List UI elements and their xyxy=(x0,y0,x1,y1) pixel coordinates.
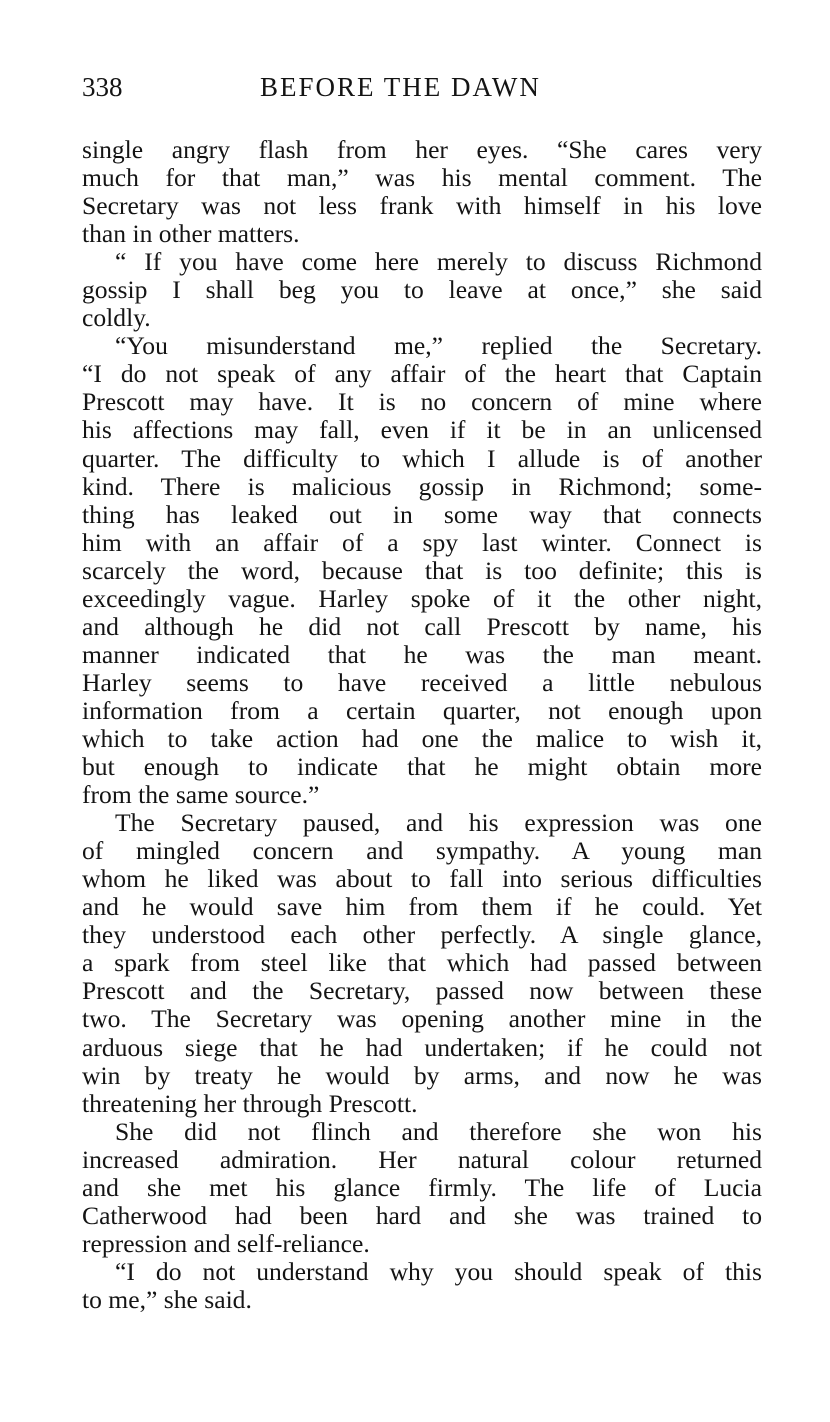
text-line: of mingled concern and sympathy. A young man xyxy=(82,836,762,866)
text-line: and she met his glance firmly. The life of Lucia xyxy=(82,1172,762,1202)
text-line: coldly. xyxy=(82,303,151,333)
text-line: and he would save him from them if he could. Yet xyxy=(82,892,762,922)
text-line: than in other matters. xyxy=(82,219,300,249)
text-line: Secretary was not less frank with himself in his love xyxy=(82,191,762,221)
text-line: “You misunderstand me,” replied the Secretary. xyxy=(115,331,762,361)
text-line: him with an affair of a spy last winter. Connect is xyxy=(82,527,762,557)
text-line: but enough to indicate that he might obtain more xyxy=(82,752,762,782)
text-line: and although he did not call Prescott by name, his xyxy=(82,611,762,641)
text-line: arduous siege that he had undertaken; if he could not xyxy=(82,1032,762,1062)
text-line: scarcely the word, because that is too definite; this is xyxy=(82,555,762,585)
text-line: gossip I shall beg you to leave at once,” she said xyxy=(82,275,762,305)
text-line: The Secretary paused, and his expression was one xyxy=(115,808,762,838)
text-line: his affections may fall, even if it be in an unlicensed xyxy=(82,415,762,445)
text-line: repression and self-reliance. xyxy=(82,1228,370,1258)
running-title: BEFORE THE DAWN xyxy=(260,72,541,102)
text-line: She did not flinch and therefore she won his xyxy=(115,1116,762,1146)
text-line: “I do not speak of any affair of the heart that Captain xyxy=(82,359,762,389)
text-line: “I do not understand why you should speak of this xyxy=(115,1256,762,1286)
text-line: manner indicated that he was the man meant. xyxy=(82,639,762,669)
text-line: “ If you have come here merely to discuss Richmond xyxy=(115,247,762,277)
page-header xyxy=(82,70,762,104)
text-line: thing has leaked out in some way that connects xyxy=(82,499,762,529)
text-line: Prescott may have. It is no concern of mine where xyxy=(82,387,762,417)
text-line: threatening her through Prescott. xyxy=(82,1088,418,1118)
text-line: from the same source.” xyxy=(82,780,320,810)
text-line: single angry flash from her eyes. “She cares very xyxy=(82,135,762,164)
text-line: much for that man,” was his mental comment. The xyxy=(82,163,762,193)
text-line: exceedingly vague. Harley spoke of it the other night, xyxy=(82,583,762,613)
text-line: Harley seems to have received a little nebulous xyxy=(82,667,762,697)
page-number: 338 xyxy=(82,72,123,102)
text-line: Catherwood had been hard and she was trained to xyxy=(82,1200,762,1230)
text-line: they understood each other perfectly. A single glance, xyxy=(82,920,762,950)
text-line: whom he liked was about to fall into serious difficulties xyxy=(82,864,762,894)
text-line: two. The Secretary was opening another mine in the xyxy=(82,1004,762,1034)
text-line: increased admiration. Her natural colour returned xyxy=(82,1144,762,1174)
body-text xyxy=(82,136,762,1314)
text-line: to me,” she said. xyxy=(82,1284,252,1314)
text-line: Prescott and the Secretary, passed now between these xyxy=(82,976,762,1006)
text-line: kind. There is malicious gossip in Richmond; some- xyxy=(82,471,762,501)
text-line: information from a certain quarter, not enough upon xyxy=(82,695,762,725)
text-line: quarter. The difficulty to which I allude is of another xyxy=(82,443,762,473)
text-line: win by treaty he would by arms, and now he was xyxy=(82,1060,762,1090)
text-line: which to take action had one the malice to wish it, xyxy=(82,723,762,753)
text-line: a spark from steel like that which had passed between xyxy=(82,948,762,978)
